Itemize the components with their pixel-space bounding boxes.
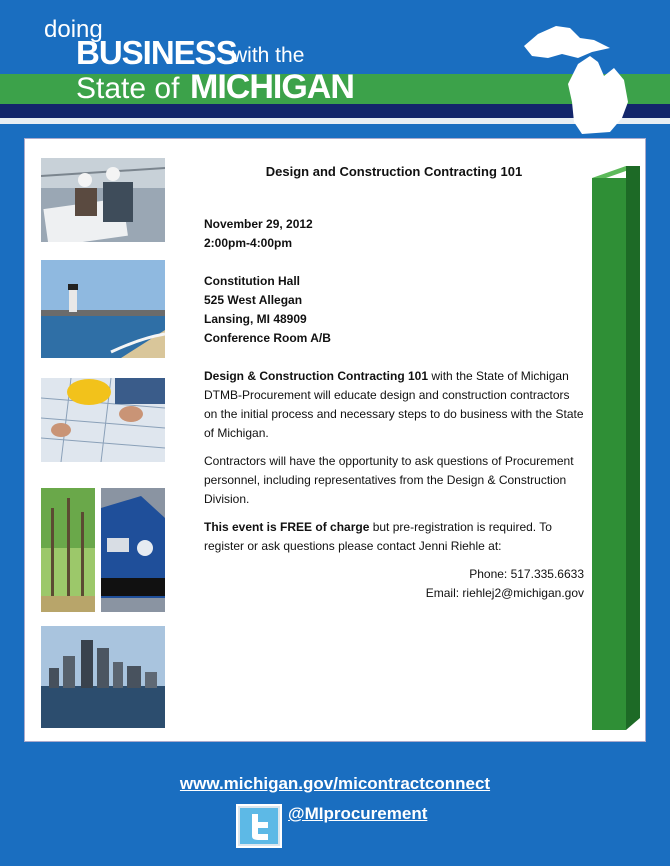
lighthouse-photo — [41, 260, 165, 358]
event-room: Conference Room A/B — [204, 331, 331, 345]
website-link[interactable]: www.michigan.gov/micontractconnect — [179, 774, 491, 793]
event-title: Design and Construction Contracting 101 — [265, 164, 523, 179]
forest-photo — [41, 488, 95, 612]
registration-paragraph — [204, 518, 584, 556]
logo-with-the: with the — [232, 44, 305, 67]
twitter-bird-icon[interactable] — [236, 804, 282, 848]
construction-workers-photo — [41, 158, 165, 242]
free-notice: This event is FREE of charge — [204, 520, 370, 534]
questions-paragraph: Contractors will have the opportunity to ask questions of Procurement personnel, including representatives from the Design & Construction Division. — [204, 454, 574, 506]
description-paragraph — [204, 367, 584, 443]
event-street: 525 West Allegan — [204, 293, 303, 307]
header-banner — [0, 0, 670, 130]
event-city: Lansing, MI 48909 — [204, 312, 307, 326]
logo-state-of: State of — [76, 72, 180, 105]
logo-business: BUSINESS — [76, 34, 237, 71]
blueprint-photo — [41, 378, 165, 462]
registration-rest: but pre-registration is required. To register or ask questions please contact Jenni Riehle at: — [204, 520, 552, 553]
logo-michigan: MICHIGAN — [190, 68, 354, 106]
event-details — [204, 162, 584, 603]
michigan-map-icon — [518, 18, 638, 138]
contact-phone: Phone: 517.335.6633 — [469, 567, 584, 581]
description-rest: with the State of Michigan DTMB-Procurement will educate design and construction contractors on the initial process and necessary steps to do business with the State of Michigan. — [204, 369, 584, 440]
green-3d-bar — [592, 166, 640, 730]
description-lead: Design & Construction Contracting 101 — [204, 369, 429, 383]
twitter-handle-link[interactable]: @MIprocurement — [288, 804, 428, 823]
detroit-skyline-photo — [41, 626, 165, 728]
contact-email[interactable]: Email: riehlej2@michigan.gov — [425, 586, 584, 600]
event-date: November 29, 2012 — [204, 217, 313, 231]
event-venue: Constitution Hall — [204, 274, 300, 288]
logo-doing: doing — [44, 16, 103, 43]
twitter-bird-glyph — [238, 806, 280, 846]
event-time: 2:00pm-4:00pm — [204, 236, 293, 250]
car-photo — [101, 488, 165, 612]
